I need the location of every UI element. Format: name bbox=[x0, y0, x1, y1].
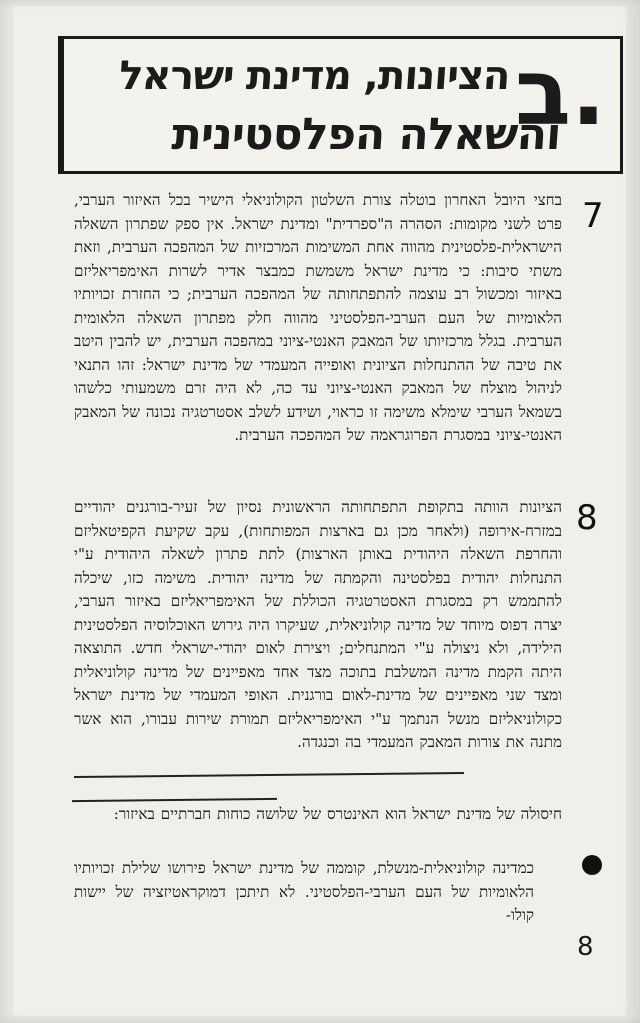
chapter-letter: ב. bbox=[514, 39, 606, 146]
paragraph-social-forces bbox=[74, 803, 562, 827]
paragraph-8-text: הציונות הוותה בתקופת התפתחותה הראשונית נסיון של זעיר-בורגנים יהודיים במזרח-אירופה (ולאחר מכן גם בארצות המפותחות), עקב שקיעת הקפיטאליזם והחרפת השאלה היהודית באותן הארצות) לתת פתרון לשאלה היהודית ע"י התנחלות יהודית בפלסטינה והקמתה של מדינה יהודית. משימה כזו, שיכלה להתממש רק במסגרת האסטרטגיה הכוללת של האימפריאליזם באיזור הערבי, יצרה דפוס מיוחד של מדינה קולוניאלית, שעיקרו היה גירוש האוכלוסיה הפלסטינית הילידה, ולא ניצולה ע"י המתנחלים; ויצירת לאום יהודי-ישראלי חדש. התוצאה היתה הקמת מדינה המשלבת בתוכה מצד אחד מאפיינים של מדינה קולוניאלית ומצד שני מאפיינים של מדינת-לאום בורגנית. האופי המעמדי של מדינת ישראל כקולוניאליזם מנשל הנתמך ע"י האימפריאליזם תמורת שירות עבורו, הוא אשר מתנה את צורות המאבק המעמדי בה וכנגדה. bbox=[74, 498, 562, 751]
paragraph-8 bbox=[74, 496, 562, 755]
paragraph-7-text: בחצי היובל האחרון בוטלה צורת השלטון הקולוניאלי הישיר בכל האיזור הערבי, פרט לשני מקומות: הסהרה ה"ספרדית" ומדינת ישראל. אין ספק שפתרון השאלה הישראלית-פלסטינית מהווה אחת המשימות המרכזיות של המהפכה הערבית, וזאת משתי סיבות: כי מדינת ישראל משמשת כמבצר אדיר לשרות האימפריאליזם באיזור ומכשול רב עוצמה להתפתחותה של המהפכה הערבית; כי החזרת זכויותיו הלאומיות של העם הערבי-הפלסטיני מהווה חלק מפתרון השאלה הלאומית הערבית. בגלל מרכזיותו של המאבק האנטי-ציוני במהפכה הערבית, יש להבין היטב את טיבה של ההתנחלות הציונית ואופייה המעמדי של מדינת ישראל: זהו התנאי לניהול מוצלח של המאבק האנטי-ציוני עד כה, לא היה זרם משמעותי כלשהו בשמאל הערבי שימלא משימה זו כראוי, ושידע לשלב אסטרטגיה נכונה של המאבק האנטי-ציוני במסגרת הפרוגראמה של המהפכה הערבית. bbox=[74, 191, 562, 444]
chapter-title-line-2: והשאלה הפלסטינית bbox=[169, 109, 562, 160]
chapter-title-box bbox=[58, 36, 623, 174]
paragraph-number-8: 8 bbox=[576, 498, 598, 538]
paragraph-number-7: 7 bbox=[582, 196, 604, 236]
paragraph-social-forces-text: חיסולה של מדינת ישראל הוא האינטרס של שלושה כוחות חברתיים באיזור: bbox=[113, 805, 562, 823]
book-page bbox=[14, 6, 626, 1016]
bullet-dot bbox=[582, 855, 602, 875]
page-number: 8 bbox=[577, 932, 594, 962]
chapter-title-line-1: הציונות, מדינת ישראל bbox=[117, 53, 512, 99]
bullet-item-text: כמדינה קולוניאלית-מנשלת, קוממה של מדינת ישראל פירושו שלילת זכויותיו הלאומיות של העם הערבי-הפלסטיני. לא תיתכן דמוקראטיזציה של יישות קולו- bbox=[74, 859, 534, 924]
bullet-item bbox=[74, 857, 534, 928]
handwritten-underline bbox=[74, 772, 464, 778]
handwritten-underline bbox=[72, 798, 277, 802]
